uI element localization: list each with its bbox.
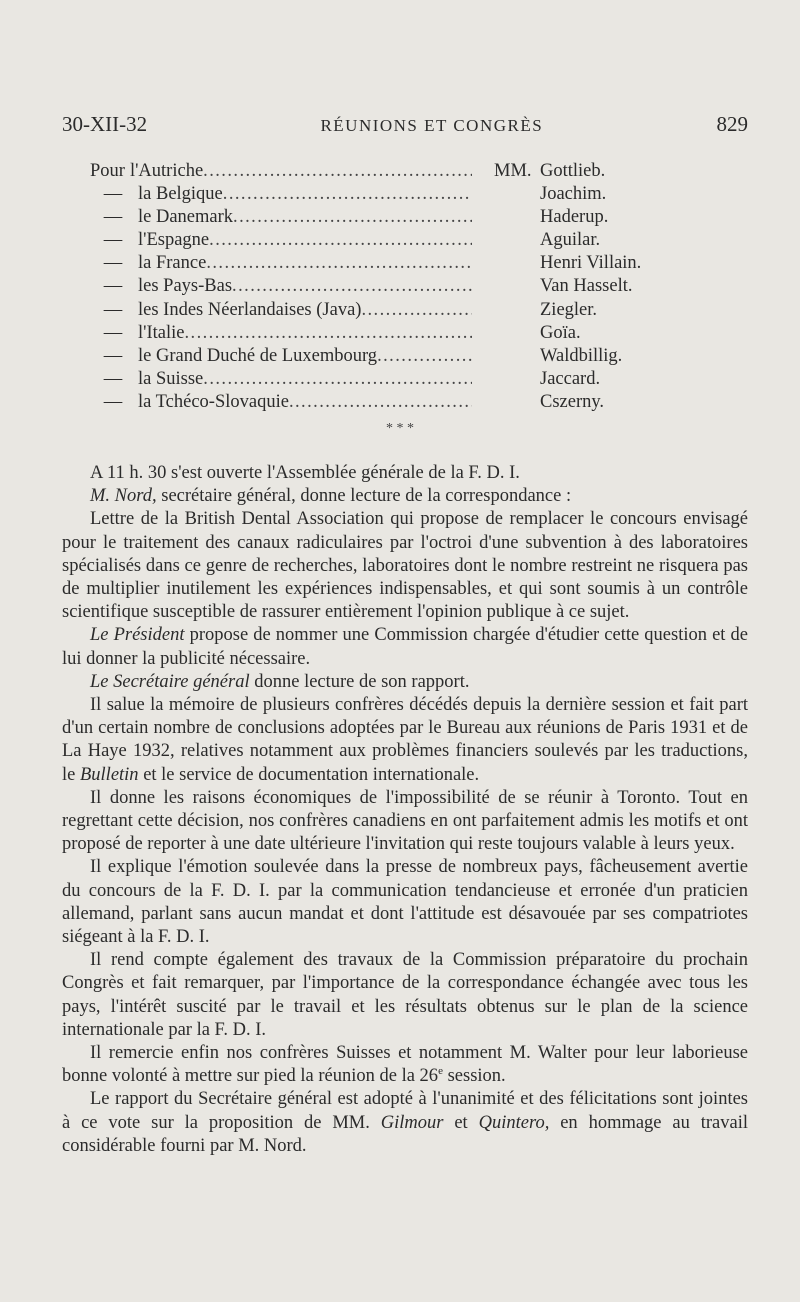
delegate-row [90,206,690,229]
leader-dots [361,299,472,322]
leader-dots [289,391,472,414]
delegate-country-cell [90,299,472,322]
delegate-country-cell [90,160,472,183]
paragraph-text: Il salue la mémoire de plusieurs confrères décédés depuis la dernière session et fait part d'un certain nombre de conclusions adoptées par le Bureau aux réunions de Paris 1931 et de La Haye 1932, relatives notamment aux problèmes financiers soulevés par les traductions, le [62,695,748,785]
delegate-country-cell [90,345,472,368]
delegate-country: la Suisse [138,368,204,389]
delegate-row [90,368,690,391]
delegate-row [90,183,690,206]
delegate-name: Gottlieb. [540,161,606,181]
paragraph [62,671,748,694]
delegate-country: l'Autriche [129,161,204,181]
delegate-country-cell [90,229,472,252]
delegate-honorific [472,299,540,322]
delegate-prefix: — [103,345,123,366]
paragraph [62,856,748,949]
delegate-country-cell [90,206,472,229]
leader-dots [223,183,472,206]
delegate-name: Haderup. [540,207,609,228]
delegate-name: Ziegler. [540,299,598,320]
body-text [62,462,748,1158]
paragraph [62,462,748,485]
delegates-list [90,160,690,414]
leader-dots [377,345,472,368]
person-name: Quintero, [478,1112,550,1133]
delegate-country: le Danemark [138,207,234,228]
delegate-country-cell [90,391,472,414]
paragraph-text: en hommage au travail considérable fourni par M. Nord. [62,1112,748,1156]
delegate-name: Cszerny. [540,391,605,412]
delegate-prefix: — [103,207,123,228]
page-number: 829 [716,112,748,136]
paragraph [62,508,748,624]
delegate-prefix: — [103,184,123,205]
leader-dots [232,275,472,298]
paragraph [62,694,748,787]
paragraph-text: Il rend compte également des travaux de la Commission préparatoire du prochain Congrès et fait remarquer, par l'importance de la correspondance échangée avec tous les pays, l'intérêt suscité par le travail et les résultats obtenus sur le plan de la science internationale par la F. D. I. [62,950,748,1040]
delegate-row [90,391,690,414]
paragraph-text: A 11 h. 30 s'est ouverte l'Assemblée générale de la F. D. I. [90,463,520,483]
leader-dots [209,229,472,252]
leader-dots [203,368,472,391]
delegate-row [90,299,690,322]
speaker-name: Le Secrétaire général [90,671,250,692]
speaker-name: Le Président [90,625,185,646]
publication-title: Bulletin [79,764,139,785]
delegate-honorific [472,368,540,391]
paragraph [62,624,748,670]
delegate-country: les Indes Néerlandaises (Java) [138,299,362,320]
delegate-honorific [472,252,540,275]
running-head [62,112,748,137]
delegate-name: Waldbillig. [540,345,623,366]
delegate-country: la France [138,253,207,274]
paragraph-text: et [443,1112,479,1133]
delegate-country: les Pays-Bas [138,276,233,297]
paragraph-text: et le service de documentation internationale. [138,764,480,785]
delegate-row [90,322,690,345]
delegate-honorific [472,345,540,368]
leader-dots [203,160,472,183]
paragraph-text: Le rapport du Secrétaire général est adopté à l'unanimité et des félicitations sont jointes à ce vote sur la proposition de MM. [62,1089,748,1133]
delegate-name: Henri Villain. [540,253,642,274]
delegate-country-cell [90,275,472,298]
delegate-prefix: Pour [90,161,125,181]
paragraph [62,949,748,1042]
paragraph-text: Lettre de la British Dental Association qui propose de remplacer le concours envisagé pour le traitement des canaux radiculaires par l'octroi d'une subvention à des laboratoires spécialisés dans ce genre de recherches, laboratoires dont le nombre restreint ne risquera pas de multiplier inutilement les expériences indispensables, et qui sont soumis à un contrôle scientifique susceptible de rassurer entièrement l'opinion publique à ce sujet. [62,509,748,623]
delegate-country-cell [90,322,472,345]
delegate-honorific [472,391,540,414]
paragraph [62,1088,748,1158]
delegate-honorific [472,322,540,345]
header-date: 30-XII-32 [62,112,148,136]
paragraph [62,1042,748,1088]
paragraph-text: propose de nommer une Commission chargée d'étudier cette question et de lui donner la publicité nécessaire. [62,625,748,669]
delegate-country-cell [90,252,472,275]
delegate-name: Goïa. [540,322,581,343]
delegate-prefix: — [103,230,123,251]
header-title: RÉUNIONS ET CONGRÈS [320,116,544,135]
delegate-prefix: — [103,368,123,389]
paragraph-text: session. [442,1066,506,1087]
delegate-country-cell [90,368,472,391]
leader-dots [233,206,472,229]
leader-dots [184,322,472,345]
delegate-prefix: — [103,253,123,274]
delegate-row [90,160,690,183]
paragraph [62,787,748,857]
delegate-prefix: — [103,322,123,343]
delegate-honorific [472,183,540,206]
delegate-prefix: — [103,299,123,320]
delegate-country: l'Italie [138,322,185,343]
delegate-name: Joachim. [540,184,607,205]
paragraph-text: donne lecture de son rapport. [249,671,470,692]
delegate-country: la Belgique [138,184,223,205]
delegate-row [90,275,690,298]
delegate-honorific [472,206,540,229]
delegate-prefix: — [103,391,123,412]
delegate-honorific [472,229,540,252]
delegate-prefix: — [103,276,123,297]
delegate-row [90,345,690,368]
delegate-name: Aguilar. [540,230,601,251]
paragraph-text: Il donne les raisons économiques de l'impossibilité de se réunir à Toronto. Tout en regrettant cette décision, nos confrères canadiens en ont parfaitement admis les motifs et ont proposé de reporter à une date ultérieure l'invitation qui reste toujours valable à leurs yeux. [62,787,748,855]
delegate-country: l'Espagne [138,230,210,251]
delegate-honorific [472,275,540,298]
delegate-country: le Grand Duché de Luxembourg [138,345,378,366]
delegate-honorific: MM. [494,161,532,181]
speaker-name: M. Nord, [90,486,157,507]
delegate-row [90,252,690,275]
paragraph [62,485,748,508]
section-separator: * * * [386,421,414,436]
paragraph-text: secrétaire général, donne lecture de la correspondance : [156,486,572,507]
delegate-name: Jaccard. [540,368,601,389]
delegate-country-cell [90,183,472,206]
superscript: e [438,1065,443,1078]
delegate-country: la Tchéco-Slovaquie [138,391,289,412]
paragraph-text: Il remercie enfin nos confrères Suisses et notamment M. Walter pour leur laborieuse bonne volonté à mettre sur pied la réunion de la 26 [62,1043,748,1087]
paragraph-text: Il explique l'émotion soulevée dans la presse de nombreux pays, fâcheusement avertie du concours de la F. D. I. par la communication tendancieuse et erronée d'un praticien allemand, parlant sans aucun mandat et dont l'attitude est désavouée par ses compatriotes siégeant à la F. D. I. [62,857,748,948]
delegate-name: Van Hasselt. [540,276,633,297]
person-name: Gilmour [380,1112,444,1133]
delegate-row [90,229,690,252]
leader-dots [206,252,472,275]
